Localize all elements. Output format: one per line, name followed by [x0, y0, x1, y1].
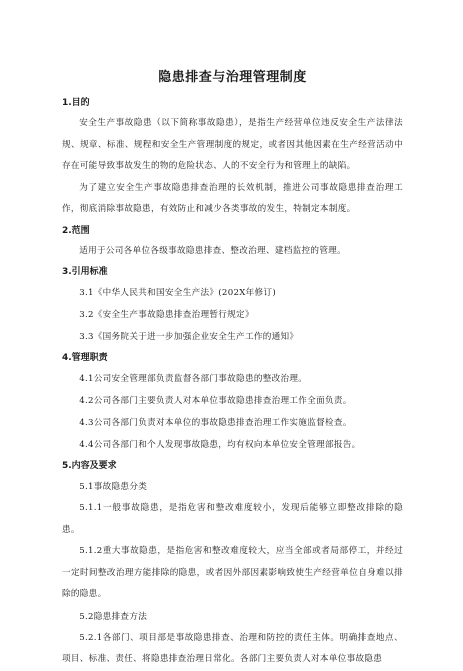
subsection-heading: 5.1事故隐患分类 [79, 482, 148, 492]
list-item: 4.4公司各部门和个人发现事故隐患，均有权向本单位安全管理部报告。 [79, 440, 361, 450]
paragraph: 为了建立安全生产事故隐患排查治理的长效机制，推进公司事故隐患排查治理工作，彻底消除事故隐患，有效防止和减少各类事故的发生，特制定本制度。 [62, 182, 403, 214]
paragraph: 5.2.1各部门、项目部是事故隐患排查、治理和防控的责任主体。明确排查地点、项目、标准、责任、将隐患排查治理日常化。各部门主要负责人对本单位事故隐患 [62, 632, 403, 664]
paragraph: 适用于公司各单位各级事故隐患排查、整改治理、建档监控的管理。 [79, 245, 347, 256]
subsection-heading: 5.2隐患排查方法 [79, 611, 148, 622]
list-item: 4.1公司安全管理部负责监督各部门事故隐患的整改治理。 [79, 374, 308, 384]
section-heading-references: 3.引用标准 [62, 267, 108, 277]
list-item: 3.1《中华人民共和国安全生产法》(202X年修订) [79, 288, 276, 298]
section-heading-purpose: 1.目的 [62, 98, 90, 108]
paragraph: 安全生产事故隐患（以下简称事故隐患），是指生产经营单位违反安全生产法律法规、规章、标准、规程和安全生产管理制度的规定，或者因其他因素在生产经营活动中存在可能导致事故发生的物的危险状态、人的不安全行为和管理上的缺陷。 [62, 118, 403, 171]
section-heading-scope: 2.范围 [62, 225, 90, 236]
section-heading-responsibilities: 4.管理职责 [62, 353, 108, 363]
list-item: 3.2《安全生产事故隐患排查治理暂行规定》 [79, 310, 254, 320]
paragraph: 5.1.1一般事故隐患，是指危害和整改难度较小，发现后能够立即整改排除的隐患。 [62, 503, 403, 535]
section-heading-content: 5.内容及要求 [62, 461, 117, 471]
page-title: 隐患排查与治理管理制度 [158, 70, 307, 85]
paragraph: 5.1.2重大事故隐患，是指危害和整改难度较大，应当全部或者局部停工，并经过一定时间整改治理方能排除的隐患，或者因外部因素影响致使生产经营单位自身难以排除的隐患。 [62, 546, 403, 599]
list-item: 4.3公司各部门负责对本单位的事故隐患排查治理工作实施监督检查。 [79, 418, 352, 428]
list-item: 3.3《国务院关于进一步加强企业安全生产工作的通知》 [79, 332, 299, 342]
list-item: 4.2公司各部门主要负责人对本单位事故隐患排查治理工作全面负责。 [79, 396, 352, 406]
